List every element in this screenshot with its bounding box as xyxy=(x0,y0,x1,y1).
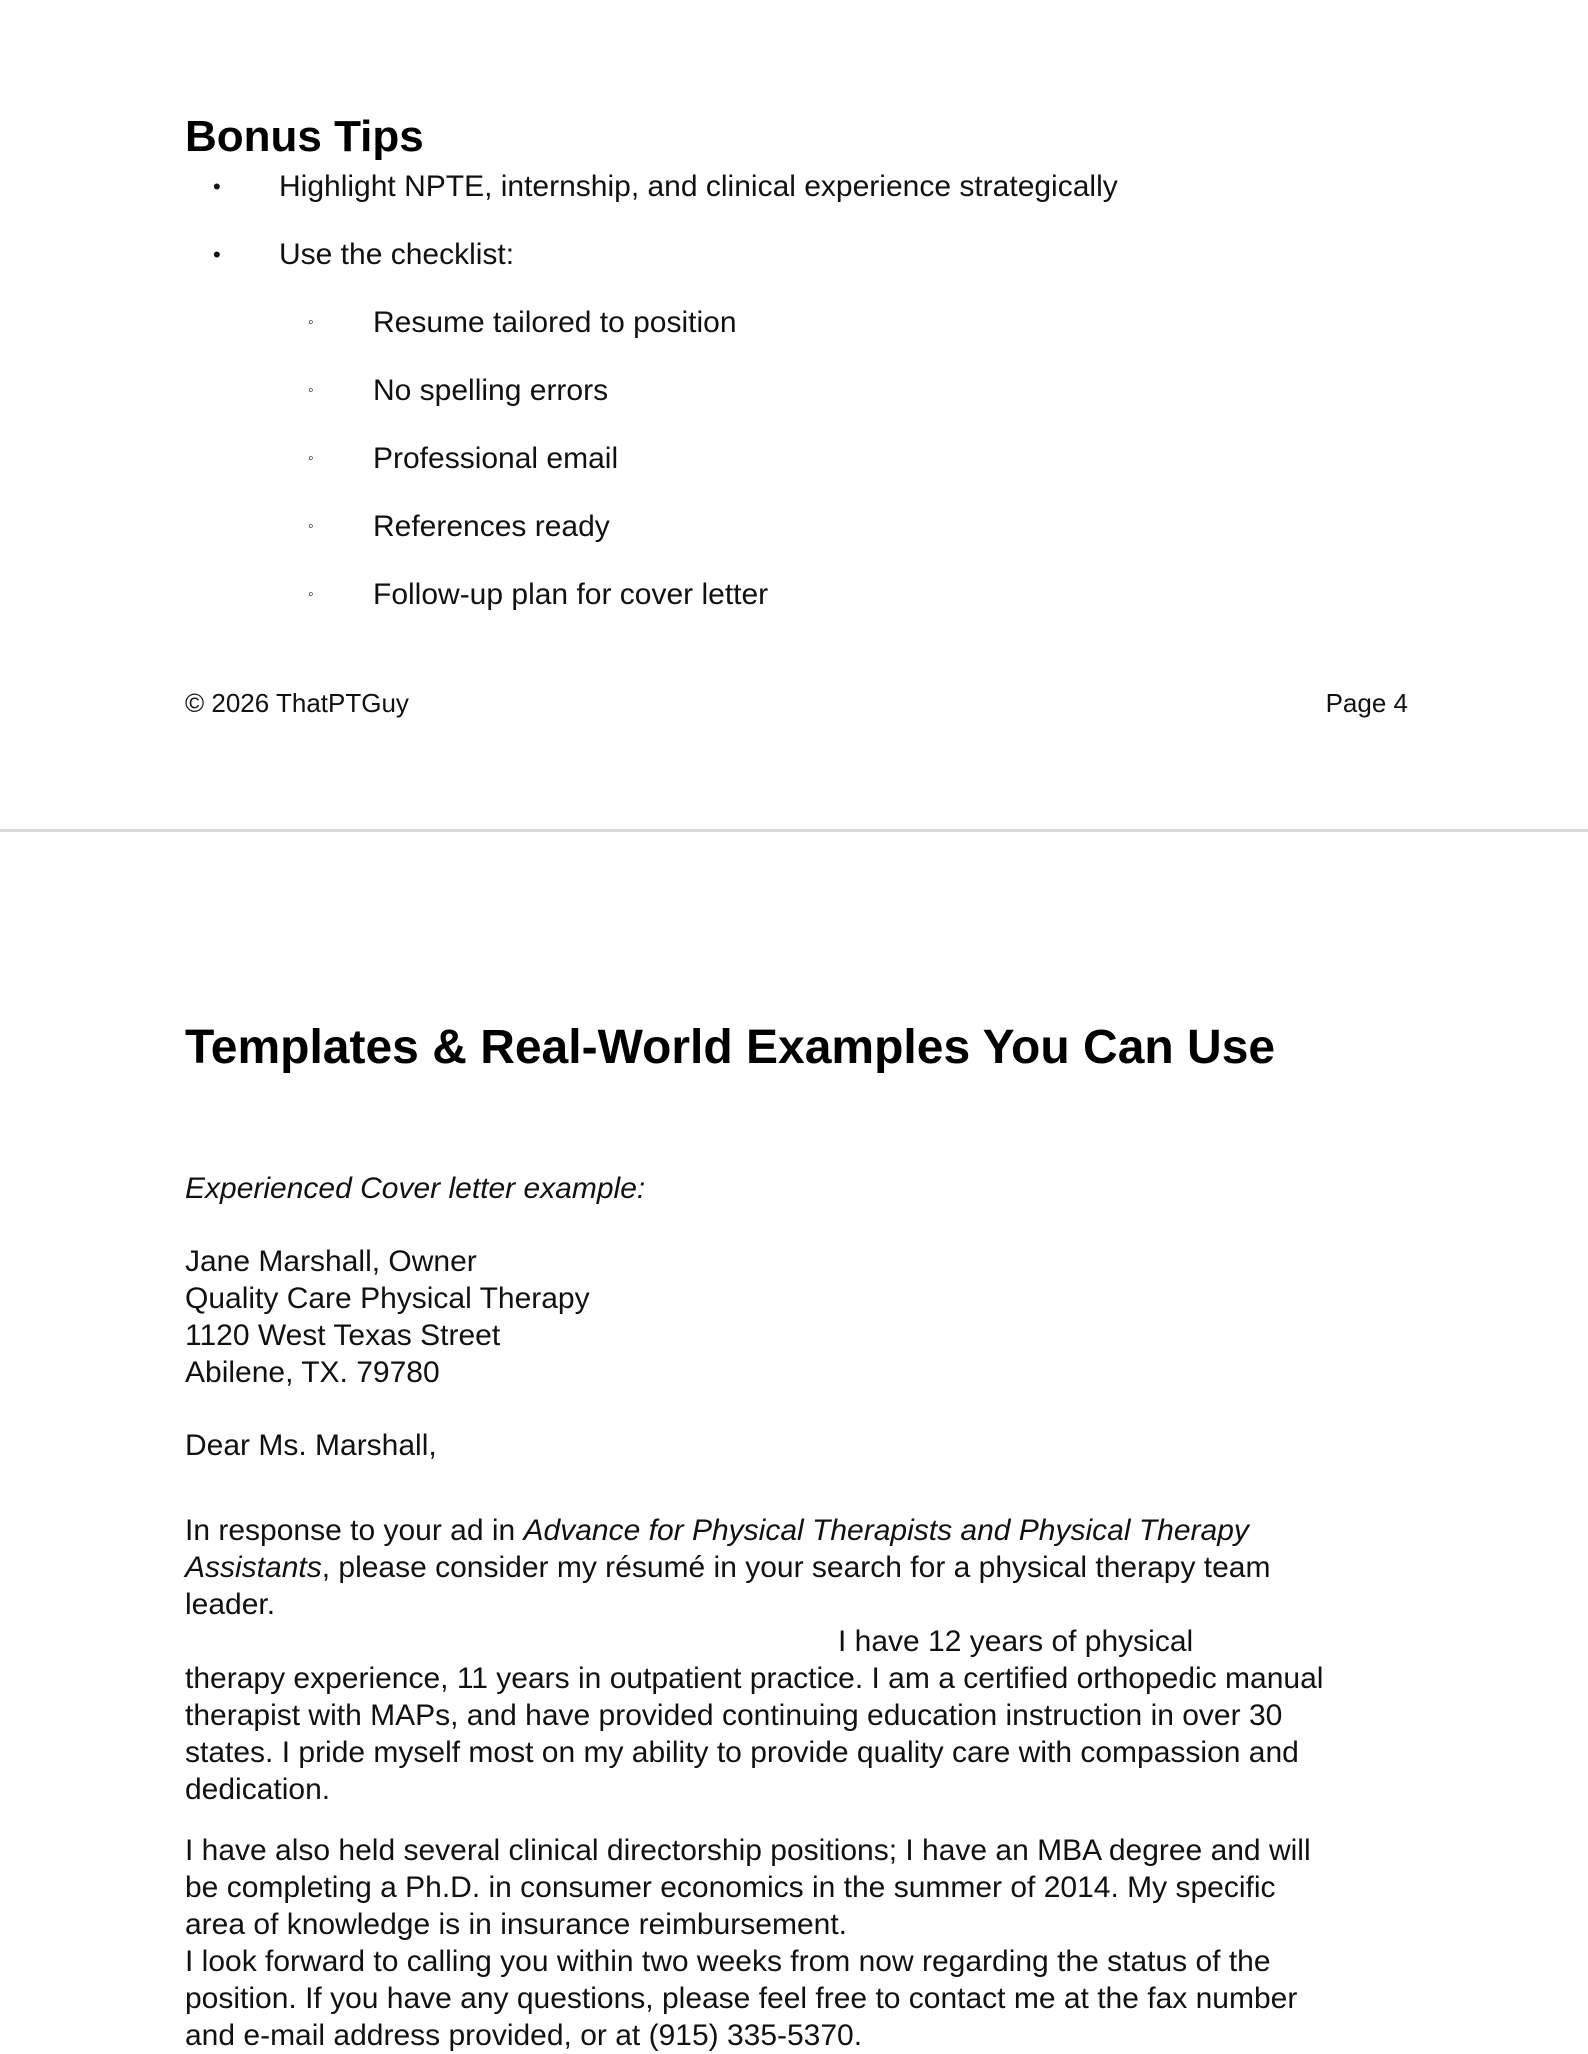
checklist-text: Follow-up plan for cover letter xyxy=(373,578,769,611)
bullet-text: Use the checklist: xyxy=(279,238,515,271)
footer-page-number: Page 4 xyxy=(1325,688,1408,718)
salutation: Dear Ms. Marshall, xyxy=(185,1429,437,1462)
footer-copyright: © 2026 ThatPTGuy xyxy=(185,688,409,718)
paragraph-education: I have also held several clinical directorship positions; I have an MBA degree and will be completing a Ph.D. in consumer economics in the summer of 2014. My specific area of knowledge is in insurance reimbursement. xyxy=(185,1834,1311,1941)
paragraph-text: In response to your ad in xyxy=(185,1514,524,1547)
address-line: 1120 West Texas Street xyxy=(185,1319,501,1352)
page-divider xyxy=(0,829,1588,832)
paragraph-text: , please consider my résumé in your search for a physical therapy team leader. xyxy=(185,1551,1271,1621)
example-label: Experienced Cover letter example: xyxy=(185,1172,646,1205)
document-page-4 xyxy=(0,0,1588,830)
sub-bullet-marker: ◦ xyxy=(308,314,314,331)
sub-bullet-marker: ◦ xyxy=(308,382,314,399)
checklist-text: References ready xyxy=(373,510,610,543)
bullet-marker: • xyxy=(213,174,221,199)
checklist-text: Professional email xyxy=(373,442,619,475)
sub-bullet-marker: ◦ xyxy=(308,450,314,467)
address-line: Abilene, TX. 79780 xyxy=(185,1356,440,1389)
sub-bullet-marker: ◦ xyxy=(308,518,314,535)
sub-bullet-marker: ◦ xyxy=(308,586,314,603)
address-line: Jane Marshall, Owner xyxy=(185,1245,477,1278)
bullet-text: Highlight NPTE, internship, and clinical experience strategically xyxy=(279,170,1118,203)
templates-heading: Templates & Real-World Examples You Can Use xyxy=(185,1021,1276,1074)
bonus-tips-heading: Bonus Tips xyxy=(185,112,424,161)
recipient-address xyxy=(185,1243,1335,1391)
paragraph-closing: I look forward to calling you within two weeks from now regarding the status of the position. If you have any questions, please feel free to contact me at the fax number and e-mail address provided, or at (915) 335-5370. xyxy=(185,1945,1298,2052)
checklist-text: No spelling errors xyxy=(373,374,609,407)
bullet-marker: • xyxy=(213,242,221,267)
publication-name: Advance for Physical Therapists and Physical Therapy Assistants xyxy=(185,1514,1249,1584)
paragraph-experience-lead: I have 12 years of physical xyxy=(838,1625,1194,1658)
address-line: Quality Care Physical Therapy xyxy=(185,1282,590,1315)
checklist-text: Resume tailored to position xyxy=(373,306,737,339)
paragraph-intro xyxy=(185,1512,1335,1623)
paragraph-experience: therapy experience, 11 years in outpatient practice. I am a certified orthopedic manual therapist with MAPs, and have provided continuing education instruction in over 30 states. I pride myself most on my ability to provide quality care with compassion and dedication. xyxy=(185,1662,1324,1806)
